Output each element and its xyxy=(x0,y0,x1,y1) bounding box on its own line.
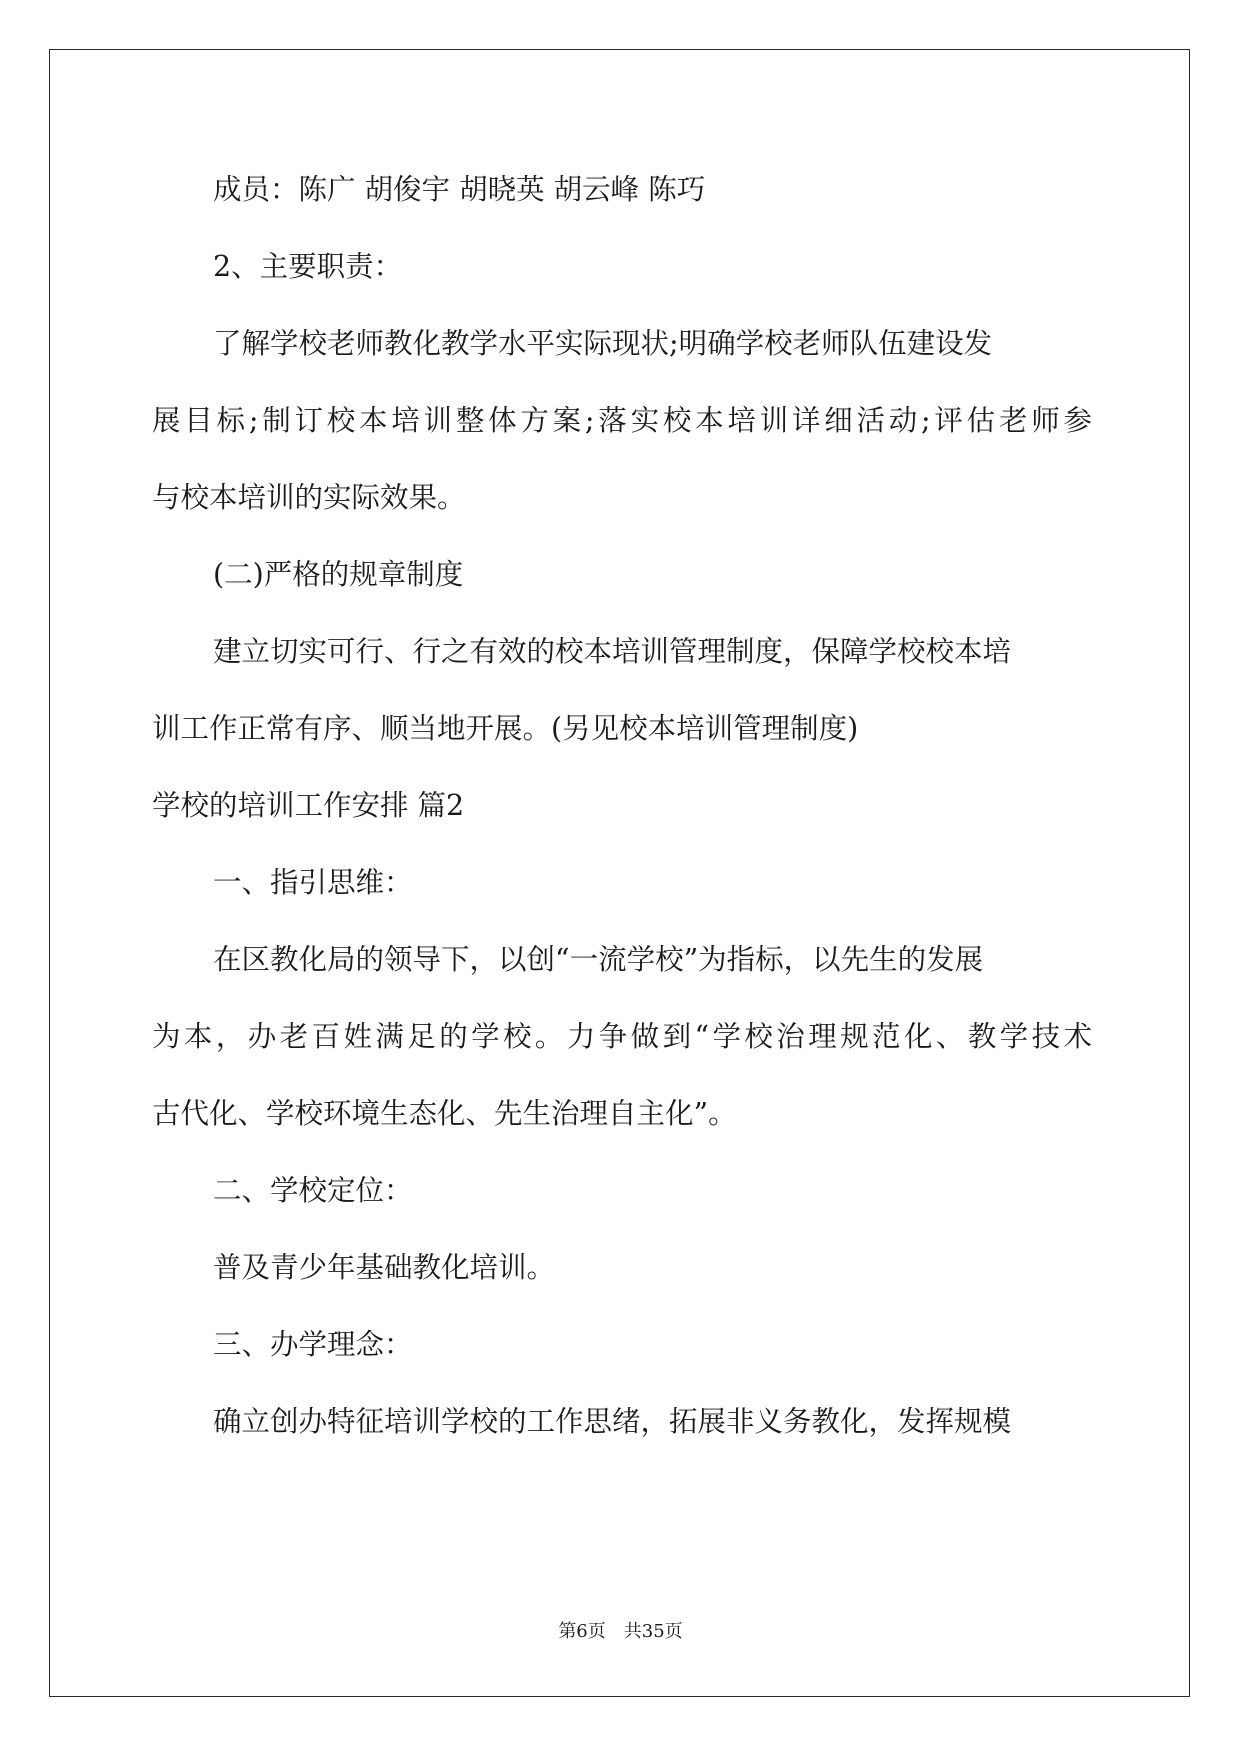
philosophy-heading: 三、办学理念： xyxy=(213,1328,413,1361)
duties-heading: 2、主要职责： xyxy=(213,250,403,283)
school-positioning-text: 普及青少年基础教化培训。 xyxy=(213,1251,556,1284)
page-number: 第6页 xyxy=(558,1621,606,1642)
school-positioning-heading: 二、学校定位： xyxy=(213,1174,413,1207)
section-title-part-2: 学校的培训工作安排 篇2 xyxy=(152,789,465,822)
members-line: 成员：陈广 胡俊宇 胡晓英 胡云峰 陈巧 xyxy=(213,173,706,206)
page-total: 共35页 xyxy=(623,1621,683,1642)
philosophy-line-1: 确立创办特征培训学校的工作思绪，拓展非义务教化，发挥规模 xyxy=(213,1405,1012,1438)
guiding-thought-heading: 一、指引思维： xyxy=(213,866,413,899)
regulations-heading: (二)严格的规章制度 xyxy=(213,558,464,591)
duties-paragraph-line-3: 与校本培训的实际效果。 xyxy=(152,481,466,514)
regulations-paragraph-line-1: 建立切实可行、行之有效的校本培训管理制度，保障学校校本培 xyxy=(213,635,1012,668)
page-footer xyxy=(0,1620,1241,1644)
regulations-paragraph-line-2: 训工作正常有序、顺当地开展。(另见校本培训管理制度) xyxy=(152,712,859,745)
guiding-thought-line-3: 古代化、学校环境生态化、先生治理自主化”。 xyxy=(152,1097,737,1130)
duties-paragraph-line-1: 了解学校老师教化教学水平实际现状;明确学校老师队伍建设发 xyxy=(213,327,993,360)
guiding-thought-line-2: 为本，办老百姓满足的学校。力争做到“学校治理规范化、教学技术 xyxy=(152,1020,1092,1053)
guiding-thought-line-1: 在区教化局的领导下，以创“一流学校”为指标，以先生的发展 xyxy=(213,943,984,976)
duties-paragraph-line-2: 展目标;制订校本培训整体方案;落实校本培训详细活动;评估老师参 xyxy=(152,404,1092,437)
